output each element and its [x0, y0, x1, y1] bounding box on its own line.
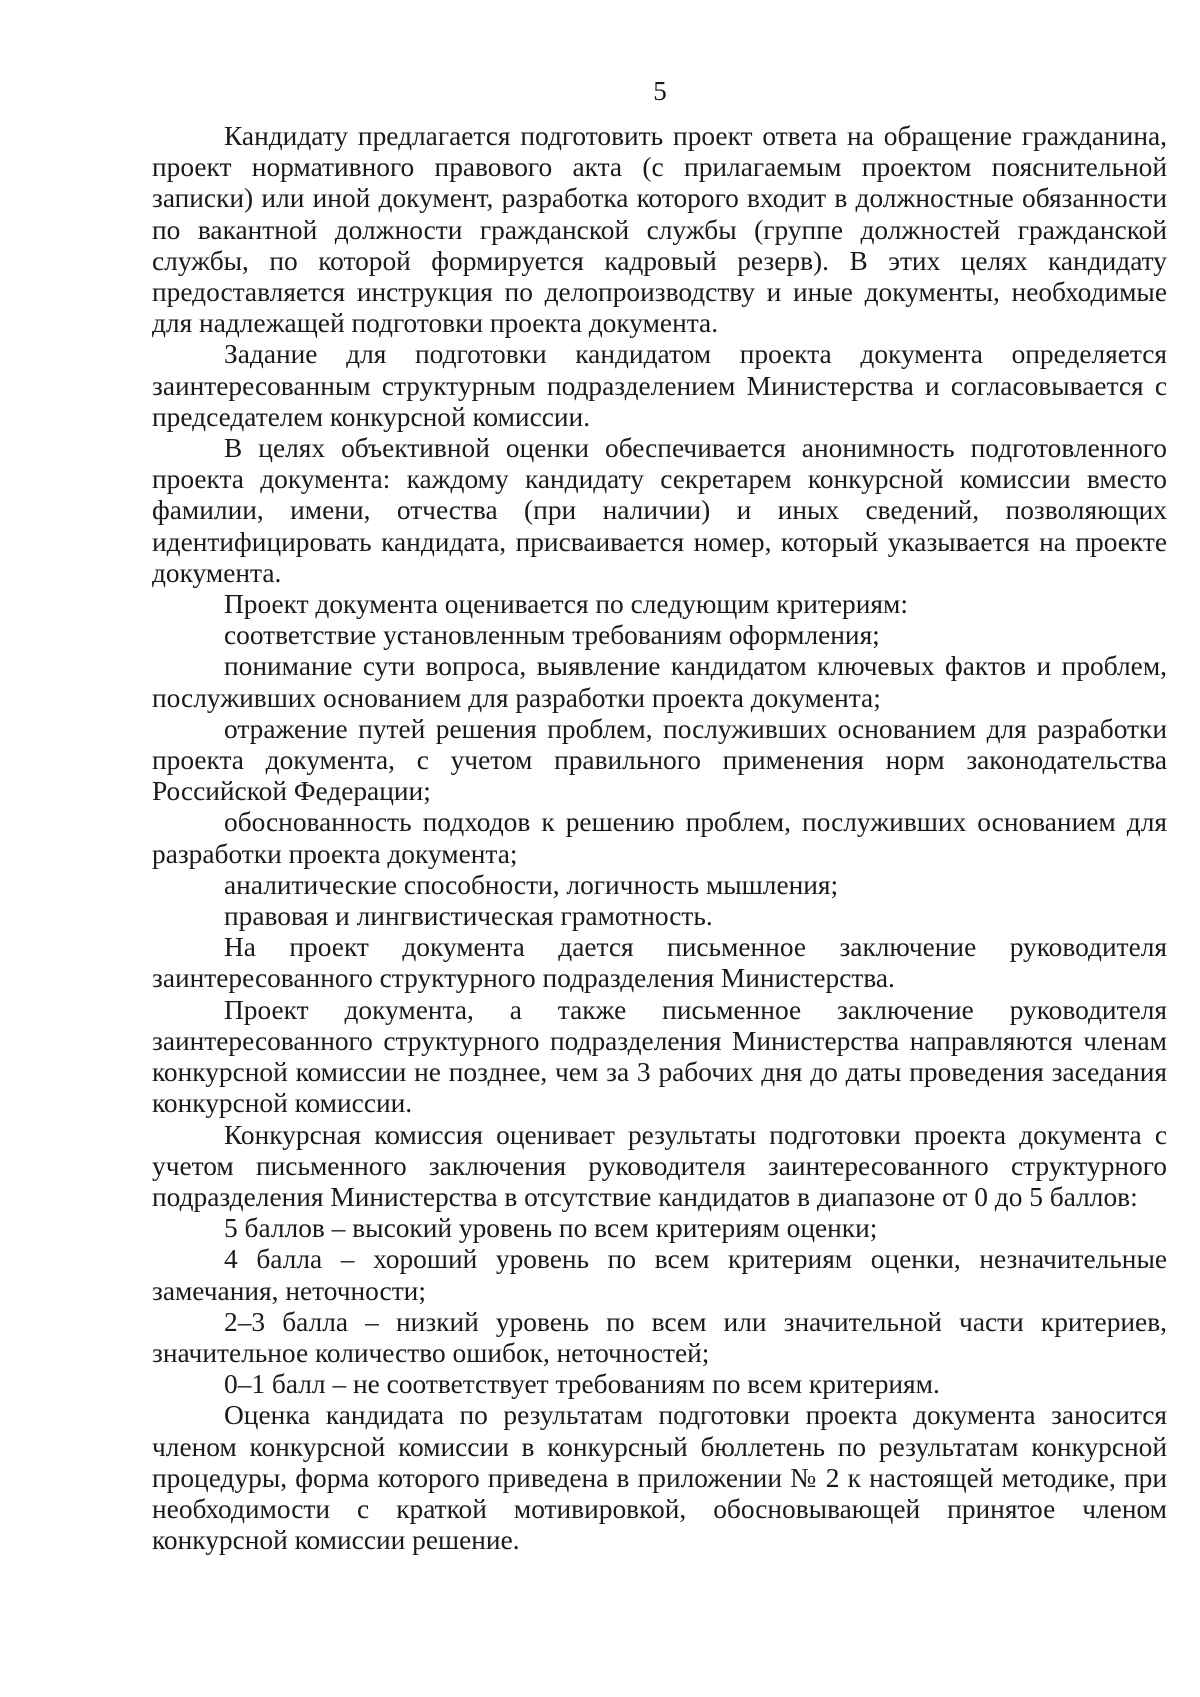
- paragraph-criteria-intro: Проект документа оценивается по следующим критериям:: [224, 589, 908, 620]
- paragraph-task-description: Кандидату предлагается подготовить проект ответа на обращение гражданина, проект нормативного правового акта (с прилагаемым проектом пояснительной записки) или иной документ, разработка которого входит в должностные обязанности по вакантной должности гражданской службы (группе должностей гражданской службы, по которой формируется кадровый резерв). В этих целях кандидату предоставляется инструкция по делопроизводству и иные документы, необходимые для надлежащей подготовки проекта документа.: [152, 121, 1167, 339]
- paragraph-written-conclusion: На проект документа дается письменное заключение руководителя заинтересованного структурного подразделения Министерства.: [152, 932, 1167, 994]
- score-level-4: 4 балла – хороший уровень по всем критериям оценки, незначительные замечания, неточности;: [152, 1244, 1167, 1306]
- criterion-analytics: аналитические способности, логичность мышления;: [224, 869, 839, 900]
- document-body: [152, 121, 1167, 1556]
- score-level-0-1: 0–1 балл – не соответствует требованиям по всем критериям.: [224, 1369, 940, 1400]
- paragraph-task-assignment: Задание для подготовки кандидатом проекта документа определяется заинтересованным структурным подразделением Министерства и согласовывается с председателем конкурсной комиссии.: [152, 339, 1167, 432]
- paragraph-scoring-range: Конкурсная комиссия оценивает результаты подготовки проекта документа с учетом письменного заключения руководителя заинтересованного структурного подразделения Министерства в отсутствие кандидатов в диапазоне от 0 до 5 баллов:: [152, 1119, 1167, 1212]
- criterion-understanding: понимание сути вопроса, выявление кандидатом ключевых фактов и проблем, послуживших основанием для разработки проекта документа;: [152, 651, 1167, 713]
- page-number: 5: [653, 76, 667, 106]
- criterion-literacy: правовая и лингвистическая грамотность.: [224, 901, 713, 932]
- score-level-2-3: 2–3 балла – низкий уровень по всем или значительной части критериев, значительное количество ошибок, неточностей;: [152, 1306, 1167, 1368]
- paragraph-ballot-entry: Оценка кандидата по результатам подготовки проекта документа заносится членом конкурсной комиссии в конкурсный бюллетень по результатам конкурсной процедуры, форма которого приведена в приложении № 2 к настоящей методике, при необходимости с краткой мотивировкой, обосновывающей принятое членом конкурсной комиссии решение.: [152, 1400, 1167, 1556]
- paragraph-anonymity: В целях объективной оценки обеспечивается анонимность подготовленного проекта документа: каждому кандидату секретарем конкурсной комиссии вместо фамилии, имени, отчества (при наличии) и иных сведений, позволяющих идентифицировать кандидата, присваивается номер, который указывается на проекте документа.: [152, 433, 1167, 588]
- score-level-5: 5 баллов – высокий уровень по всем критериям оценки;: [224, 1213, 878, 1244]
- paragraph-submission-deadline: Проект документа, а также письменное заключение руководителя заинтересованного структурного подразделения Министерства направляются членам конкурсной комиссии не позднее, чем за 3 рабочих дня до даты проведения заседания конкурсной комиссии.: [152, 994, 1167, 1119]
- criterion-formatting: соответствие установленным требованиям оформления;: [224, 620, 880, 651]
- criterion-justification: обоснованность подходов к решению проблем, послуживших основанием для разработки проекта документа;: [152, 807, 1167, 869]
- criterion-solutions: отражение путей решения проблем, послуживших основанием для разработки проекта документа, с учетом правильного применения норм законодательства Российской Федерации;: [152, 713, 1167, 807]
